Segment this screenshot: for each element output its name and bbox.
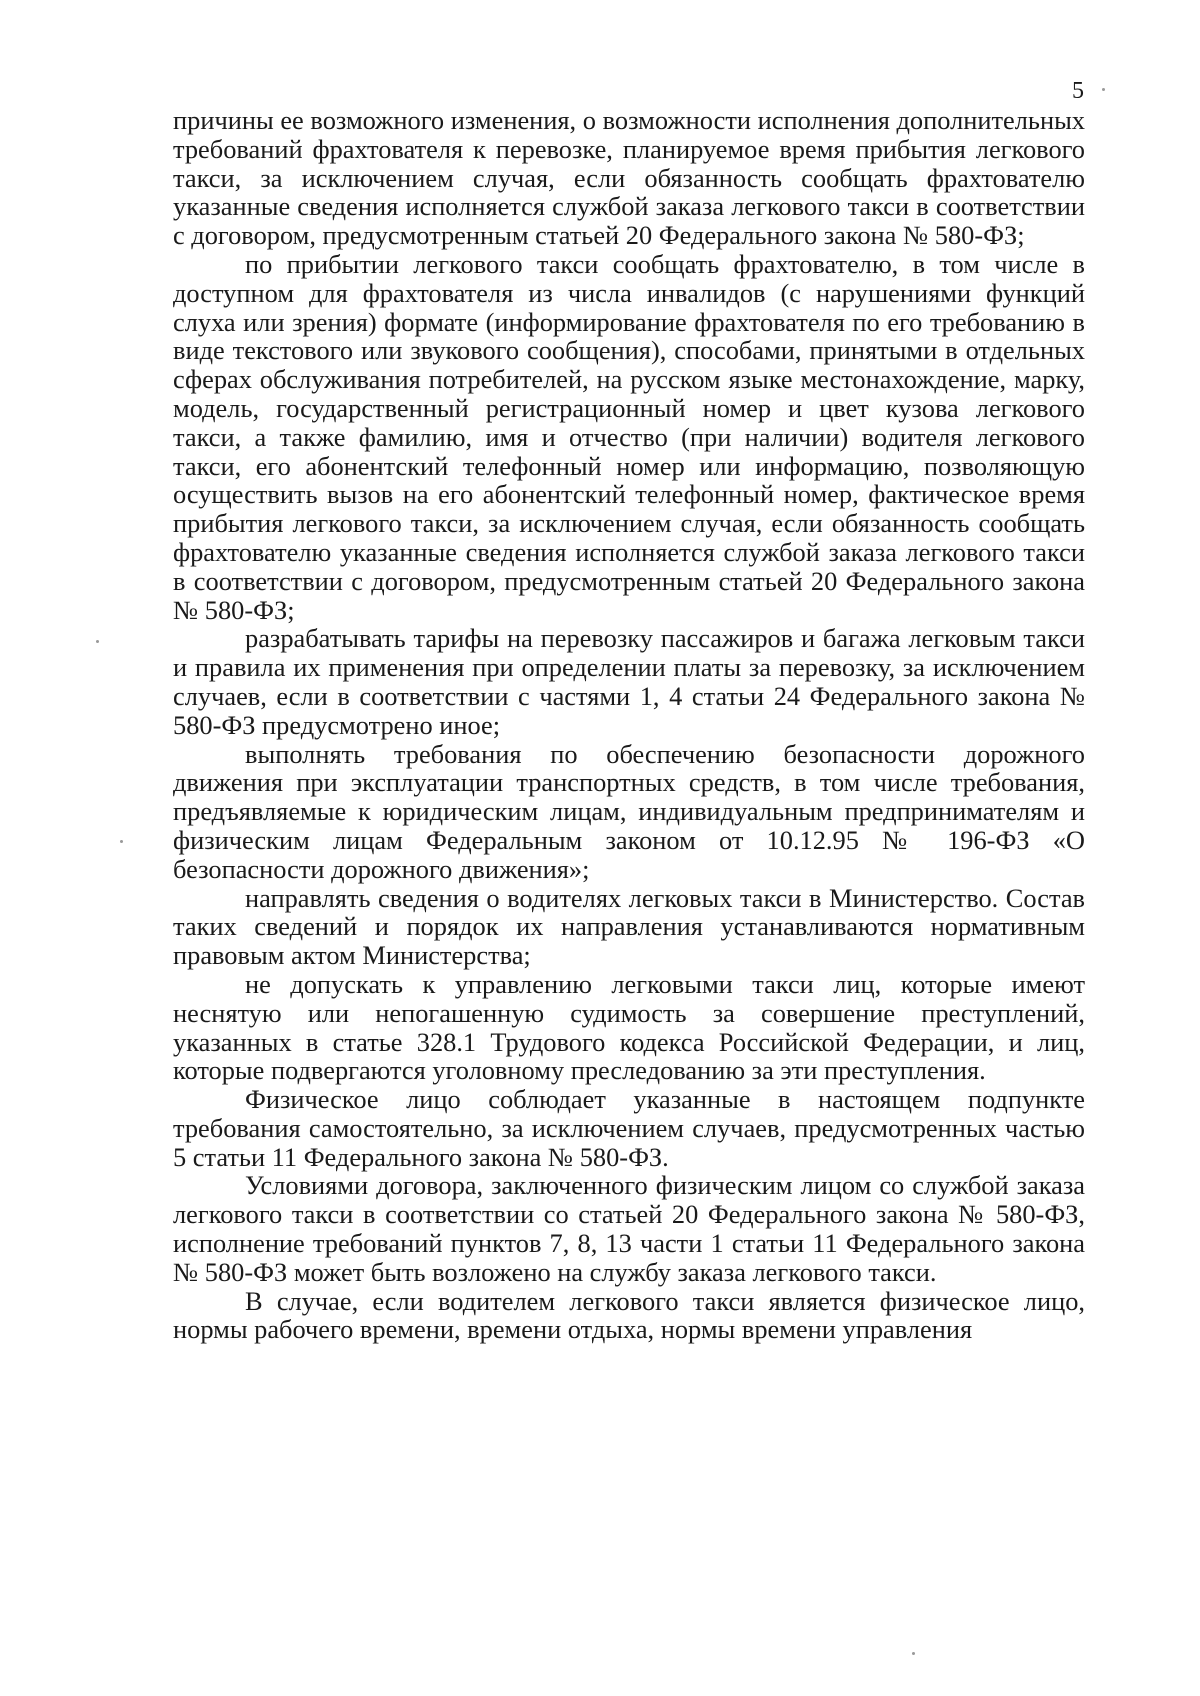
paragraph-road-safety: выполнять требования по обеспечению безопасности дорожного движения при эксплуатации транспортных средств, в том числе требования, предъявляемые к юридическим лицам, индивидуальным предпринимателям и физическим лицам Федеральным законом от 10.12.95 № 196-ФЗ «О безопасности дорожного движения»; [173, 738, 1085, 884]
scan-speck [912, 1652, 915, 1655]
paragraph-individual-compliance: Физическое лицо соблюдает указанные в настоящем подпункте требования самостоятельно, за исключением случаев, предусмотренных частью 5 статьи 11 Федерального закона № 580-ФЗ. [173, 1084, 1085, 1172]
paragraph-criminal-record: не допускать к управлению легковыми такси лиц, которые имеют неснятую или непогашенную судимость за совершение преступлений, указанных в статье 328.1 Трудового кодекса Российской Федерации, и лиц, которые подвергаются уголовному преследованию за эти преступления. [173, 968, 1085, 1086]
paragraph-arrival-notice: по прибытии легкового такси сообщать фрахтователю, в том числе в доступном для фрахтователя из числа инвалидов (с нарушениями функций слуха или зрения) формате (информирование фрахтователя по его требованию в виде текстового или звукового сообщения), способами, принятыми в отдельных сферах обслуживания потребителей, на русском языке местонахождение, марку, модель, государственный регистрационный номер и цвет кузова легкового такси, а также фамилию, имя и отчество (при наличии) водителя легкового такси, его абонентский телефонный номер или информацию, позволяющую осуществить вызов на его абонентский телефонный номер, фактическое время прибытия легкового такси, за исключением случая, если обязанность сообщать фрахтователю указанные сведения исполняется службой заказа легкового такси в соответствии с договором, предусмотренным статьей 20 Федерального закона № 580-ФЗ; [173, 248, 1085, 625]
scan-speck [120, 840, 123, 843]
scan-speck [1102, 88, 1105, 91]
paragraph-contract-conditions: Условиями договора, заключенного физическим лицом со службой заказа легкового такси в соответствии со статьей 20 Федерального закона № 580-ФЗ, исполнение требований пунктов 7, 8, 13 части 1 статьи 11 Федерального закона № 580-ФЗ может быть возложено на службу заказа легкового такси. [173, 1170, 1085, 1287]
paragraph-working-time: В случае, если водителем легкового такси является физическое лицо, нормы рабочего времени, времени отдыха, нормы времени управления [173, 1285, 1085, 1345]
page-number: 5 [1072, 78, 1084, 104]
scan-speck [96, 640, 99, 643]
paragraph-driver-info: направлять сведения о водителях легковых такси в Министерство. Состав таких сведений и порядок их направления устанавливаются нормативным правовым актом Министерства; [173, 882, 1085, 971]
document-body [173, 106, 1085, 1344]
paragraph-continued: причины ее возможного изменения, о возможности исполнения дополнительных требований фрахтователя к перевозке, планируемое время прибытия легкового такси, за исключением случая, если обязанность сообщать фрахтователю указанные сведения исполняется службой заказа легкового такси в соответствии с договором, предусмотренным статьей 20 Федерального закона № 580-ФЗ; [173, 105, 1085, 251]
paragraph-tariffs: разрабатывать тарифы на перевозку пассажиров и багажа легковым такси и правила их применения при определении платы за перевозку, за исключением случаев, если в соответствии с частями 1, 4 статьи 24 Федерального закона № 580-ФЗ предусмотрено иное; [173, 623, 1085, 740]
